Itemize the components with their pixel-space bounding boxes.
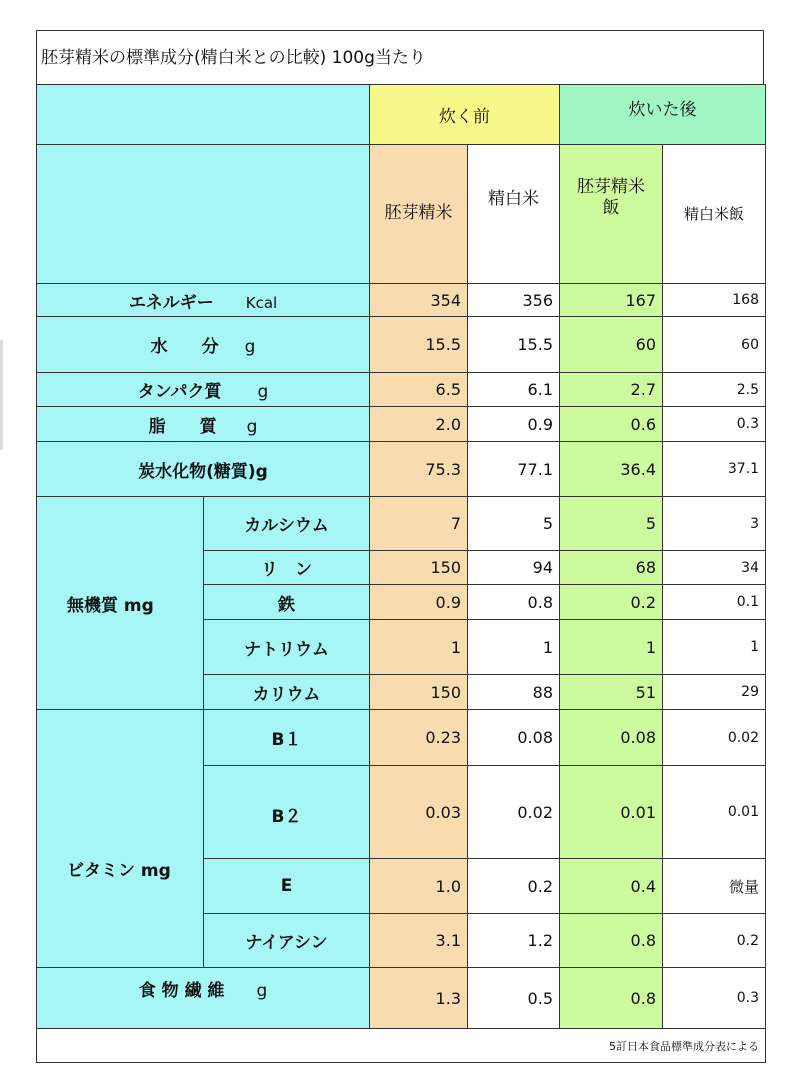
cell-iron-germ-cooked: 0.2 [560,585,663,620]
cell-potassium-germ-cooked: 51 [560,675,663,710]
footnote: 5訂日本食品標準成分表による [37,1029,766,1063]
table-row-vitamin-b1 [37,710,766,766]
cell-niacin-white-cooked: 0.2 [663,914,766,968]
row-label-energy-text: エネルギー [128,292,214,313]
row-label-vitamin-b2: B２ [204,766,370,859]
group-label-minerals: 無機質 mg [37,497,204,710]
cell-fat-germ: 2.0 [370,407,468,442]
cell-iron-white: 0.8 [468,585,560,620]
cell-carb-white-cooked: 37.1 [663,442,766,497]
cell-water-white: 15.5 [468,317,560,373]
row-label-vitamin-b1: B１ [204,710,370,766]
cell-carb-germ: 75.3 [370,442,468,497]
cell-energy-white: 356 [468,284,560,317]
cell-b1-germ: 0.23 [370,710,468,766]
cell-b2-white: 0.02 [468,766,560,859]
cell-e-white-cooked: 微量 [663,859,766,914]
table-row-fiber [37,968,766,1029]
cell-niacin-germ: 3.1 [370,914,468,968]
row-label-protein-text: タンパク質 [137,382,222,402]
left-edge-mark [0,340,3,450]
header-blank [37,85,370,145]
row-label-water [37,317,370,373]
col-header-white-rice-cooked: 精白米飯 [663,145,766,284]
cell-potassium-white-cooked: 29 [663,675,766,710]
cell-niacin-germ-cooked: 0.8 [560,914,663,968]
cell-water-germ: 15.5 [370,317,468,373]
row-label-fat [37,407,370,442]
cell-iron-germ: 0.9 [370,585,468,620]
cell-niacin-white: 1.2 [468,914,560,968]
row-unit-water: g [244,337,256,357]
row-unit-energy: Kcal [245,293,278,312]
row-label-sodium: ナトリウム [204,620,370,675]
table-row-protein [37,373,766,407]
col-header-germ-rice: 胚芽精米 [370,145,468,284]
row-label-phosphorus: リ ン [204,551,370,585]
table-row-fat [37,407,766,442]
col-header-germ-rice-cooked-line2: 飯 [602,198,620,219]
row-label-niacin: ナイアシン [204,914,370,968]
table-row-carb [37,442,766,497]
row-label-protein [37,373,370,407]
cell-potassium-white: 88 [468,675,560,710]
cell-calcium-white-cooked: 3 [663,497,766,551]
cell-sodium-germ: 1 [370,620,468,675]
cell-protein-white-cooked: 2.5 [663,373,766,407]
cell-sodium-white: 1 [468,620,560,675]
row-label-carb: 炭水化物(糖質)g [37,442,370,497]
cell-fiber-white: 0.5 [468,968,560,1029]
cell-phosphorus-white: 94 [468,551,560,585]
cell-fiber-germ: 1.3 [370,968,468,1029]
row-label-calcium: カルシウム [204,497,370,551]
cell-b1-white: 0.08 [468,710,560,766]
header-after: 炊いた後 [560,85,766,145]
page-title: 胚芽精米の標準成分(精白米との比較) 100g当たり [36,30,764,84]
header-before: 炊く前 [370,85,560,145]
header-row-columns [37,145,766,284]
row-label-potassium: カリウム [204,675,370,710]
cell-phosphorus-germ-cooked: 68 [560,551,663,585]
cell-potassium-germ: 150 [370,675,468,710]
cell-fat-germ-cooked: 0.6 [560,407,663,442]
header-row-phase [37,85,766,145]
col-header-white-rice: 精白米 [468,145,560,284]
cell-e-germ: 1.0 [370,859,468,914]
row-label-energy [37,284,370,317]
cell-e-germ-cooked: 0.4 [560,859,663,914]
row-label-fiber [37,968,370,1029]
cell-carb-white: 77.1 [468,442,560,497]
cell-sodium-germ-cooked: 1 [560,620,663,675]
cell-fiber-germ-cooked: 0.8 [560,968,663,1029]
col-header-germ-rice-cooked-line1: 胚芽精米 [577,177,645,197]
row-label-iron: 鉄 [204,585,370,620]
table-row-energy [37,284,766,317]
table-row-calcium [37,497,766,551]
cell-protein-germ: 6.5 [370,373,468,407]
cell-b2-germ: 0.03 [370,766,468,859]
group-label-vitamins: ビタミン mg [37,710,204,968]
cell-b1-germ-cooked: 0.08 [560,710,663,766]
col-header-germ-rice-cooked [560,145,663,284]
row-unit-fiber: g [256,981,268,1001]
cell-energy-germ-cooked: 167 [560,284,663,317]
row-label-fat-text: 脂 質 [148,416,217,437]
cell-calcium-white: 5 [468,497,560,551]
cell-energy-germ: 354 [370,284,468,317]
cell-water-white-cooked: 60 [663,317,766,373]
cell-sodium-white-cooked: 1 [663,620,766,675]
row-label-water-text: 水 分 [150,337,219,357]
header-blank-2 [37,145,370,284]
cell-e-white: 0.2 [468,859,560,914]
cell-phosphorus-white-cooked: 34 [663,551,766,585]
row-label-vitamin-e: E [204,859,370,914]
table-row-footnote [37,1029,766,1063]
table-row-water [37,317,766,373]
cell-b2-white-cooked: 0.01 [663,766,766,859]
cell-fat-white-cooked: 0.3 [663,407,766,442]
cell-fiber-white-cooked: 0.3 [663,968,766,1029]
cell-b2-germ-cooked: 0.01 [560,766,663,859]
cell-iron-white-cooked: 0.1 [663,585,766,620]
cell-calcium-germ-cooked: 5 [560,497,663,551]
cell-protein-germ-cooked: 2.7 [560,373,663,407]
nutrition-table [36,84,766,1063]
row-unit-protein: g [257,382,269,402]
cell-carb-germ-cooked: 36.4 [560,442,663,497]
cell-protein-white: 6.1 [468,373,560,407]
cell-water-germ-cooked: 60 [560,317,663,373]
row-unit-fat: g [246,416,258,437]
cell-phosphorus-germ: 150 [370,551,468,585]
cell-b1-white-cooked: 0.02 [663,710,766,766]
row-label-fiber-text: 食 物 繊 維 [138,981,225,1001]
cell-energy-white-cooked: 168 [663,284,766,317]
cell-fat-white: 0.9 [468,407,560,442]
cell-calcium-germ: 7 [370,497,468,551]
nutrition-sheet [36,30,766,1067]
